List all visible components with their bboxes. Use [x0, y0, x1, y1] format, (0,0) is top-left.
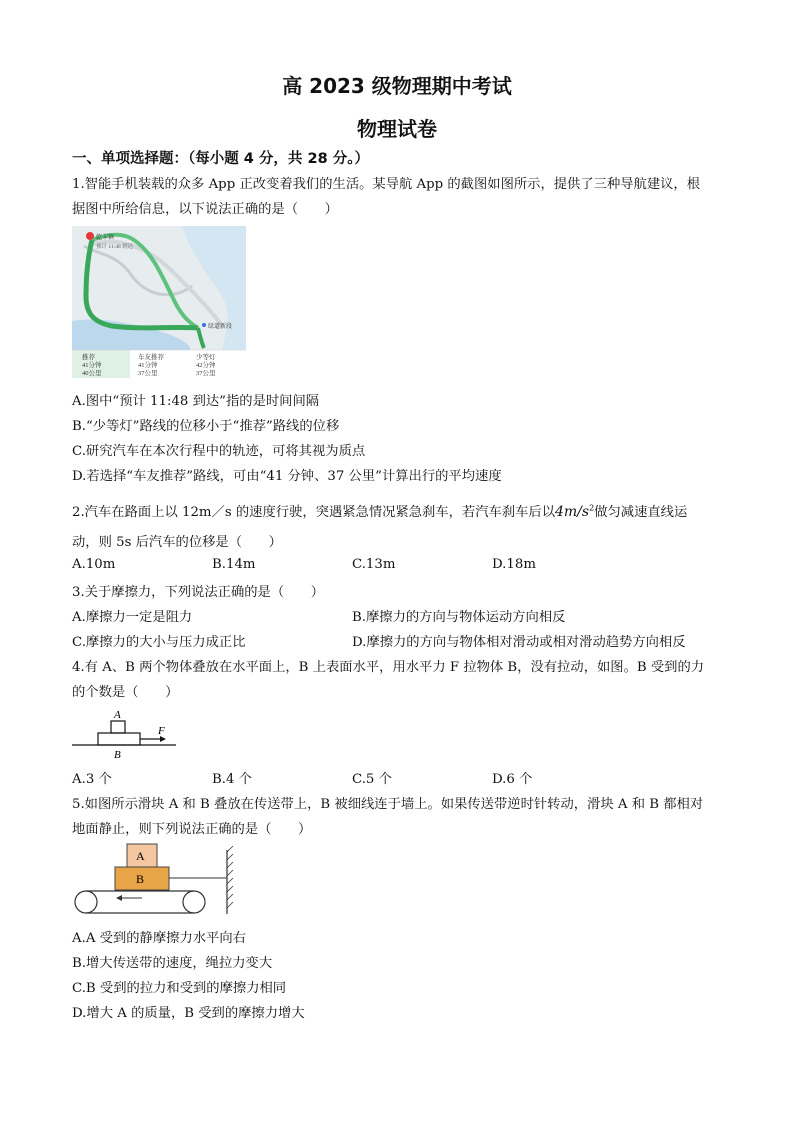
block-b: [98, 733, 140, 745]
q5-figure-conveyor: [72, 842, 240, 918]
route-3-name: 少等灯: [196, 354, 216, 361]
q2-acceleration: 4m/s: [555, 504, 590, 520]
route-3-distance: 37公里: [196, 370, 216, 377]
route-2-name: 车友推荐: [138, 354, 164, 361]
q3-option-a: A.摩擦力一定是阻力: [72, 610, 193, 625]
label-f: F: [158, 725, 165, 737]
q1-stem-line2: 据图中所给信息，以下说法正确的是（ ）: [72, 202, 338, 217]
label-a: A: [136, 849, 145, 863]
q2-option-b: B.14m: [212, 557, 256, 572]
q4-stem-line1: 4.有 A、B 两个物体叠放在水平面上，B 上表面水平，用水平力 F 拉物体 B，没有拉动，如图。B 受到的力: [72, 660, 705, 675]
exam-subtitle: 物理试卷: [357, 117, 437, 141]
q2-option-c: C.13m: [352, 557, 396, 572]
route-1-name: 推荐: [82, 354, 95, 361]
q2-option-d: D.18m: [492, 557, 536, 572]
right-pulley: [183, 891, 205, 913]
route-2-distance: 37公里: [138, 370, 158, 377]
q3-option-d: D.摩擦力的方向与物体相对滑动或相对滑动趋势方向相反: [352, 635, 686, 650]
q2-stem-part1: 2.汽车在路面上以 12m／s 的速度行驶，突遇紧急情况紧急刹车，若汽车刹车后以: [72, 505, 555, 520]
q3-stem: 3.关于摩擦力，下列说法正确的是（ ）: [72, 585, 325, 600]
q4-option-c: C.5 个: [352, 772, 392, 787]
left-pulley: [75, 891, 97, 913]
q4-option-a: A.3 个: [72, 772, 112, 787]
route-1-distance: 40公里: [82, 370, 102, 377]
q2-stem-part2: 做匀减速直线运: [594, 505, 688, 520]
q5-option-b: B.增大传送带的速度，绳拉力变大: [72, 956, 273, 971]
navigation-map-screenshot: [72, 226, 246, 378]
q2-stem-line2: 动，则 5s 后汽车的位移是（ ）: [72, 535, 282, 550]
route-1-time: 41分钟: [82, 362, 102, 369]
q1-option-d: D.若选择“车友推荐”路线，可由“41 分钟、37 公里”计算出行的平均速度: [72, 469, 502, 484]
q1-option-c: C.研究汽车在本次行程中的轨迹，可将其视为质点: [72, 444, 366, 459]
q4-stem-line2: 的个数是（ ）: [72, 685, 179, 700]
q5-stem-line1: 5.如图所示滑块 A 和 B 叠放在传送带上，B 被细线连于墙上。如果传送带逆时针转动，滑块 A 和 B 都相对: [72, 797, 704, 812]
q3-option-b: B.摩擦力的方向与物体运动方向相反: [352, 610, 566, 625]
label-a: A: [114, 709, 121, 721]
q4-figure-stacked-blocks: [72, 706, 182, 762]
q4-option-d: D.6 个: [492, 772, 533, 787]
q2-option-a: A.10m: [72, 557, 116, 572]
q5-option-c: C.B 受到的拉力和受到的摩擦力相同: [72, 981, 287, 996]
section-heading: 一、单项选择题：（每小题 4 分，共 28 分。）: [72, 151, 369, 167]
q1-stem-line1: 1.智能手机装载的众多 App 正改变着我们的生活。某导航 App 的截图如图所示，提供了三种导航建议，根: [72, 177, 701, 192]
route-2-time: 41分钟: [138, 362, 158, 369]
label-b: B: [114, 749, 121, 761]
q3-option-c: C.摩擦力的大小与压力成正比: [72, 635, 246, 650]
route-3-time: 42分钟: [196, 362, 216, 369]
q5-option-a: A.A 受到的静摩擦力水平向右: [72, 931, 246, 946]
q1-option-b: B.“少等灯”路线的位移小于“推荐”路线的位移: [72, 419, 340, 434]
q5-stem-line2: 地面静止，则下列说法正确的是（ ）: [72, 822, 312, 837]
exam-title: 高 2023 级物理期中考试: [282, 74, 512, 98]
q5-option-d: D.增大 A 的质量，B 受到的摩擦力增大: [72, 1006, 305, 1021]
q1-option-a: A.图中“预计 11:48 到达”指的是时间间隔: [72, 394, 320, 409]
map-end-label: 绿道新段: [208, 324, 233, 330]
block-a: [111, 721, 125, 733]
q2-acceleration-exponent: 2: [589, 503, 595, 513]
q4-option-b: B.4 个: [212, 772, 252, 787]
map-start-label: 乾丰镇: [96, 235, 115, 241]
map-eta-label: 预计 11:48 到达: [96, 244, 134, 250]
q2-stem-line1: [72, 501, 687, 520]
label-b: B: [136, 872, 145, 886]
